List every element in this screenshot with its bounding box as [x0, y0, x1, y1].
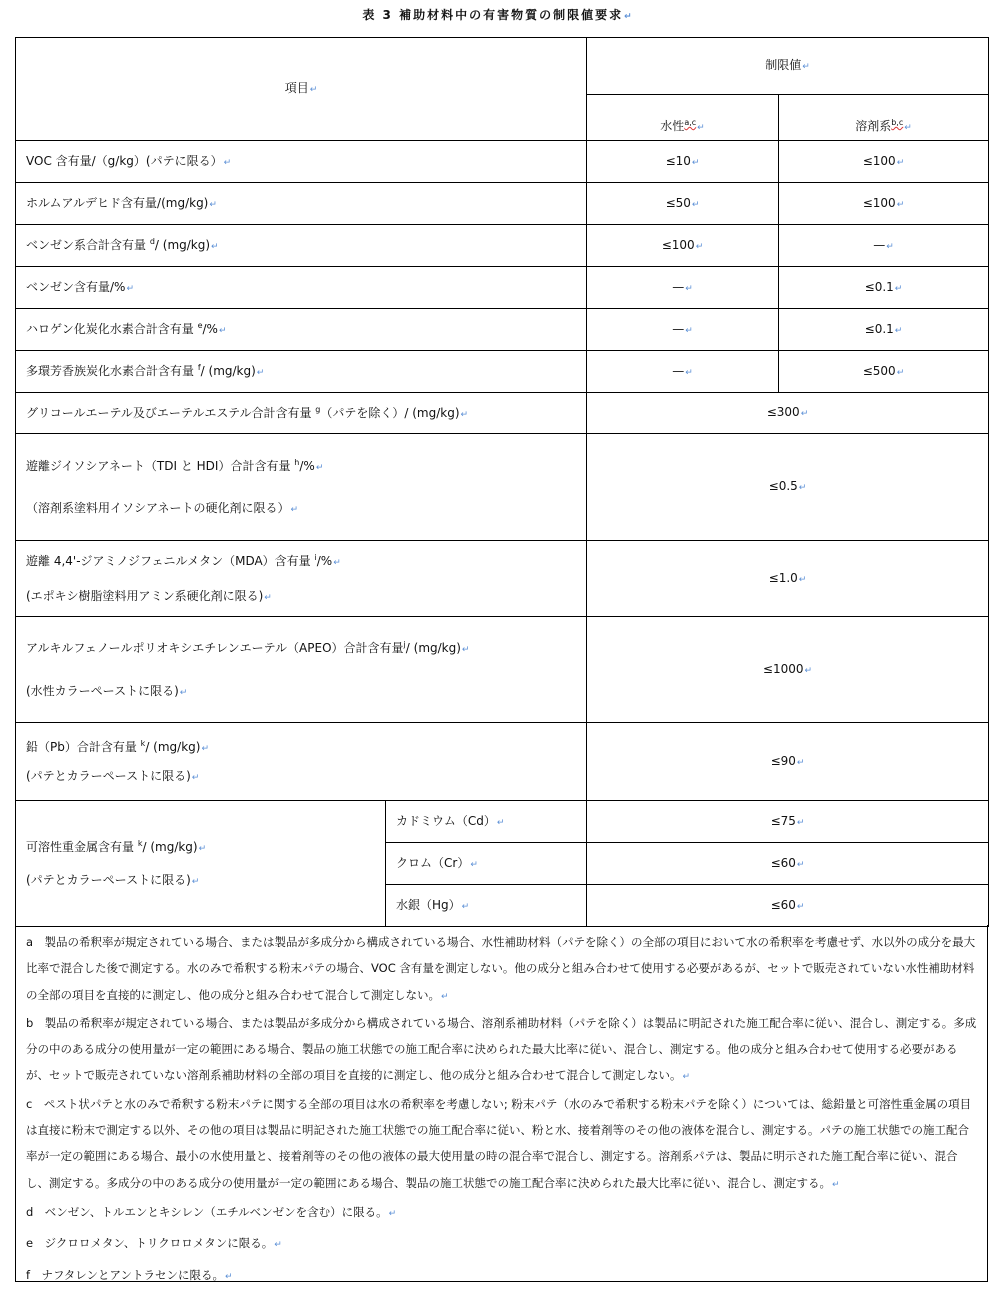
table-row	[16, 541, 989, 617]
row-value: ≤300↵	[587, 393, 989, 434]
row-item: 鉛（Pb）合計含有量 $^k$/ (mg/kg)↵ (パテとカラーペーストに限る)↵	[16, 723, 587, 801]
table-row	[16, 393, 989, 434]
row-note: (水性カラーペーストに限る)↵	[26, 684, 188, 698]
row-value: ≤60↵	[587, 885, 989, 927]
row-solvent-value: ≤500↵	[779, 351, 989, 393]
row-note: (パテとカラーペーストに限る)↵	[26, 769, 200, 783]
row-water-value: —↵	[587, 309, 779, 351]
row-water-value: ≤50↵	[587, 183, 779, 225]
row-value: ≤75↵	[587, 801, 989, 843]
heavy-metal-sub-item: クロム（Cr）↵	[386, 843, 587, 885]
table-row	[16, 351, 989, 393]
return-mark-icon: ↵	[624, 12, 634, 22]
row-item: 遊離ジイソシアネート（TDI と HDI）合計含有量 $^h$/%↵ （溶剤系塗料用イソシアネートの硬化剤に限る）↵	[16, 434, 587, 541]
table-row	[16, 183, 989, 225]
heavy-metal-sub-item: 水銀（Hg）↵	[386, 885, 587, 927]
row-value: ≤1.0↵	[587, 541, 989, 617]
footnote-a: a 製品の希釈率が規定されている場合、または製品が多成分から構成されている場合、水性補助材料（パテを除く）の全部の項目において水の希釈率を考慮せず、水以外の成分を最大比率で混合した後で測定する。水のみで希釈する粉末パテの場合、VOC 含有量を測定しない。他の成分と組み合わせて使用する必要があるが、セットで販売されていない水性補助材料の全部の項目を直接的に測定し、他の成分と組み合わせて混合して測定しない。↵	[26, 935, 976, 1002]
table-row	[16, 309, 989, 351]
header-solvent: 溶剤系$^{b,c}$↵	[779, 95, 989, 141]
row-solvent-value: —↵	[779, 225, 989, 267]
limits-table	[15, 37, 989, 927]
row-item: VOC 含有量/（g/kg）(パテに限る）↵	[16, 141, 587, 183]
footnote-d: d ベンゼン、トルエンとキシレン（エチルベンゼンを含む）に限る。↵	[26, 1204, 397, 1219]
row-item: 多環芳香族炭化水素合計含有量 $^f$/ (mg/kg)↵	[16, 351, 587, 393]
footnotes	[15, 925, 988, 1282]
row-water-value: —↵	[587, 351, 779, 393]
table-row	[16, 723, 989, 801]
table-row	[16, 267, 989, 309]
header-item: 項目↵	[16, 38, 587, 141]
row-solvent-value: ≤100↵	[779, 183, 989, 225]
row-solvent-value: ≤0.1↵	[779, 267, 989, 309]
header-limit: 制限値↵	[587, 38, 989, 95]
heavy-metal-item: 可溶性重金属含有量 $^k$/ (mg/kg)↵ (パテとカラーペーストに限る)↵	[16, 801, 386, 927]
table-row	[16, 617, 989, 723]
footnote-f: f ナフタレンとアントラセンに限る。↵	[26, 1267, 233, 1282]
row-value: ≤90↵	[587, 723, 989, 801]
footnote-c: c ペスト状パテと水のみで希釈する粉末パテに関する全部の項目は水の希釈率を考慮しない; 粉末パテ（水のみで希釈する粉末パテを除く）については、総鉛量と可溶性重金属の項目は直接に粉末で測定する以外、その他の項目は製品に明記された施工状態での施工配合率に従い、粉と水、接着剤等のその他の液体を混合し、測定する。パテの施工状態での施工配合率が一定の範囲にある場合、最小の水使用量と、接着剤等のその他の液体の最大使用量の時の混合率で混合し、測定する。溶剤系パテは、製品に明示された施工配合率に従い、混合し、測定する。多成分の中のある成分の使用量が一定の範囲にある場合、製品の施工状態での施工配合率に決められた最大比率に従い、混合し、測定する。↵	[26, 1096, 972, 1190]
footnote-e: e ジクロロメタン、トリクロロメタンに限る。↵	[26, 1236, 282, 1251]
row-item: ベンゼン含有量/%↵	[16, 267, 587, 309]
row-solvent-value: ≤100↵	[779, 141, 989, 183]
table-row	[16, 434, 989, 541]
row-water-value: ≤10↵	[587, 141, 779, 183]
table-row	[16, 141, 989, 183]
page-title: 表 3 補助材料中の有害物質の制限値要求↵	[362, 8, 634, 22]
row-item: ベンゼン系合計含有量 $^d$/ (mg/kg)↵	[16, 225, 587, 267]
row-note: (パテとカラーペーストに限る)↵	[26, 873, 200, 887]
row-value: ≤60↵	[587, 843, 989, 885]
row-item: グリコールエーテル及びエーテルエステル合計含有量 $^g$（パテを除く）/ (mg/kg)↵	[16, 393, 587, 434]
row-note: （溶剤系塗料用イソシアネートの硬化剤に限る）↵	[26, 500, 299, 515]
table-row	[16, 801, 989, 843]
row-water-value: —↵	[587, 267, 779, 309]
heavy-metal-sub-item: カドミウム（Cd）↵	[386, 801, 587, 843]
row-note: (エポキシ樹脂塗料用アミン系硬化剤に限る)↵	[26, 589, 272, 603]
header-water: 水性$^{a,c}$↵	[587, 95, 779, 141]
row-item: 遊離 4,4'-ジアミノジフェニルメタン（MDA）含有量 $^i$/%↵ (エポキシ樹脂塗料用アミン系硬化剤に限る)↵	[16, 541, 587, 617]
row-item: ホルムアルデヒド含有量/(mg/kg)↵	[16, 183, 587, 225]
row-value: ≤0.5↵	[587, 434, 989, 541]
table-row	[16, 225, 989, 267]
footnote-b: b 製品の希釈率が規定されている場合、または製品が多成分から構成されている場合、溶剤系補助材料（パテを除く）は製品に明記された施工配合率に従い、混合し、測定する。多成分の中のある成分の使用量が一定の範囲にある場合、製品の施工状態での施工配合率に決められた最大比率に従い、混合し、測定する。他の成分と組み合わせて使用する必要があるが、セットで販売されていない溶剤系補助材料の全部の項目を直接的に測定し、他の成分と組み合わせて混合して測定しない。↵	[26, 1015, 977, 1083]
row-water-value: ≤100↵	[587, 225, 779, 267]
row-item: アルキルフェノールポリオキシエチレンエーテル（APEO）合計含有量$^j$/ (mg/kg)↵ (水性カラーペーストに限る)↵	[16, 617, 587, 723]
row-solvent-value: ≤0.1↵	[779, 309, 989, 351]
row-item: ハロゲン化炭化水素合計含有量 $^e$/%↵	[16, 309, 587, 351]
row-value: ≤1000↵	[587, 617, 989, 723]
